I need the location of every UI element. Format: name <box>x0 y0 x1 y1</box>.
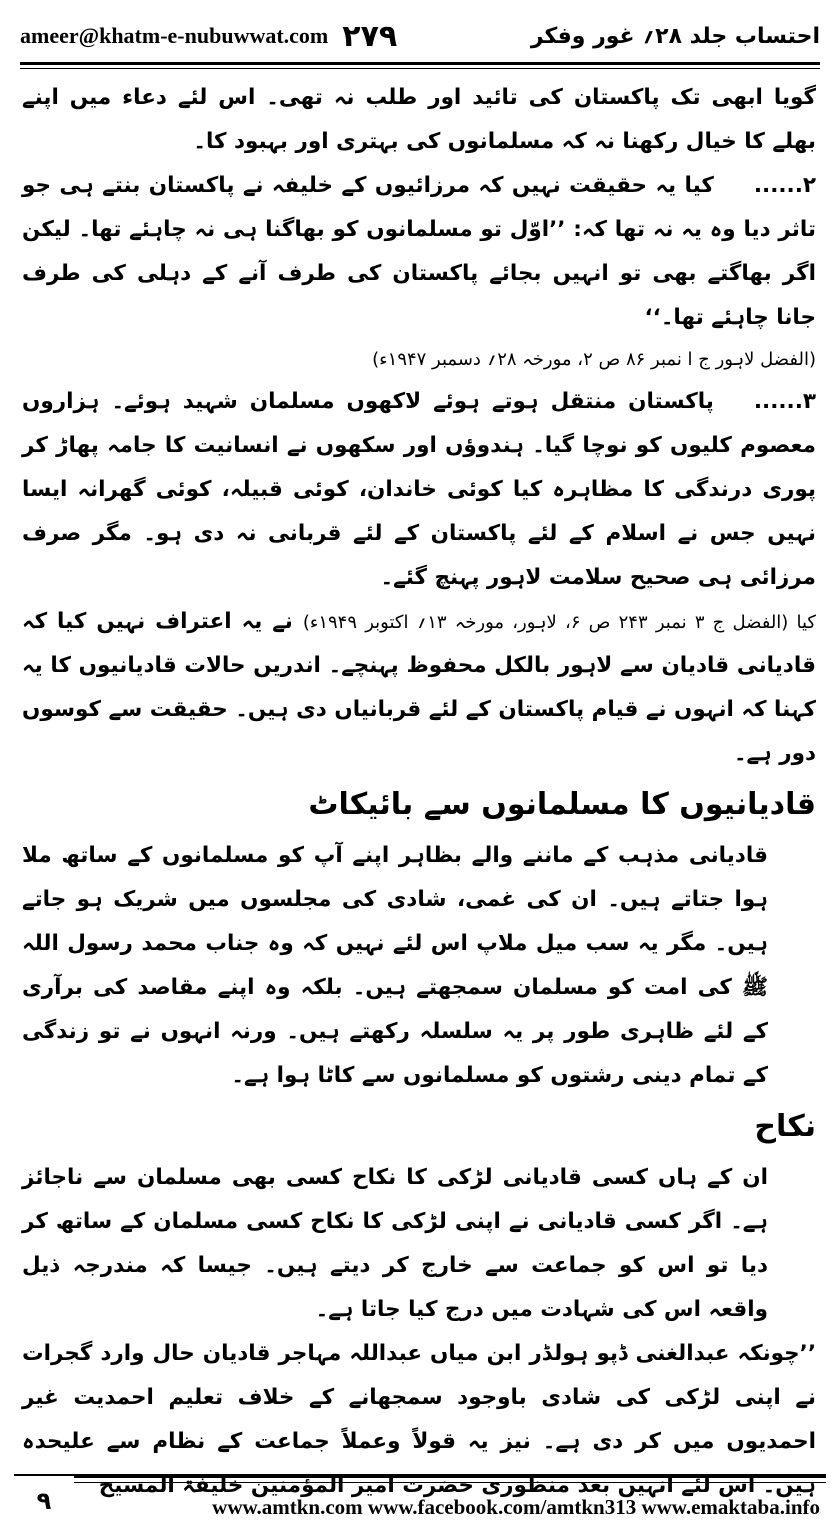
paragraph-2-text: کیا یہ حقیقت نہیں کہ مرزائیوں کے خلیفہ نے پاکستان بنتے ہی جو تاثر دیا وہ یہ نہ تھا کہ: ’’اوّل تو مسلمانوں کو بھاگنا ہی نہ چاہئے تھا۔ لیکن اگر بھاگتے بھی تو انہیں بجائے پاکستان کی طرف آنے کے دہلی کی طرف جانا چاہئے تھا۔‘‘ <box>22 173 816 330</box>
citation-2: کیا (الفضل ج ۳ نمبر ۲۴۳ ص ۶، لاہور، مورخہ ۱۳؍ اکتوبر ۱۹۴۹ء) <box>302 612 816 633</box>
paragraph-4-text: نے یہ اعتراف نہیں کیا کہ قادیانی قادیان سے لاہور بالکل محفوظ پہنچے۔ اندریں حالات قادیانیوں کا یہ کہنا کہ انہوں نے قیام پاکستان کے لئے قربانیاں دی ہیں۔ حقیقت سے کوسوں دور ہے۔ <box>22 609 816 766</box>
footer-page-number: ۹ <box>14 1474 74 1526</box>
item-number-2: ۲...... <box>753 173 816 198</box>
paragraph-3-text: پاکستان منتقل ہوتے ہوئے لاکھوں مسلمان شہید ہوئے۔ ہزاروں معصوم کلیوں کو نوچا گیا۔ ہندوؤں اور سکھوں نے انسانیت کا جامہ پھاڑ کر پوری درندگی کا مظاہرہ کیا کوئی خاندان، کوئی قبیلہ، کوئی گھرانہ ایسا نہیں جس نے اسلام کے لئے پاکستان کے لئے قربانی نہ دی ہو۔ مگر صرف مرزائی ہی صحیح سلامت لاہور پہنچ گئے۔ <box>22 389 816 590</box>
running-title: احتساب جلد ۲۸؍ غور وفکر <box>530 23 820 49</box>
footer-links[interactable]: www.amtkn.com www.facebook.com/amtkn313 www.emaktaba.info <box>212 1495 820 1519</box>
header-rule <box>20 62 820 65</box>
citation-1: (الفضل لاہور ج ا نمبر ۸۶ ص ۲، مورخہ ۲۸؍ دسمبر ۱۹۴۷ء) <box>372 349 816 370</box>
paragraph-2 <box>22 164 816 340</box>
footer-bar <box>74 1474 826 1526</box>
page-header <box>20 12 820 60</box>
paragraph-5: قادیانی مذہب کے ماننے والے بظاہر اپنے آپ کو مسلمانوں کے ساتھ ملا ہوا جتاتے ہیں۔ ان کی غمی، شادی کی مجلسوں میں شریک ہو جاتے ہیں۔ مگر یہ سب میل ملاپ اس لئے نہیں کہ وہ جناب محمد رسول اللہ ﷺ کی امت کو مسلمان سمجھتے ہیں۔ بلکہ وہ اپنے مقاصد کی برآری کے لئے ظاہری طور پر یہ سلسلہ رکھتے ہیں۔ ورنہ انہوں نے تو زندگی کے تمام دینی رشتوں کو مسلمانوں سے کاٹا ہوا ہے۔ <box>22 843 768 1088</box>
paragraph-3 <box>22 380 816 600</box>
item-number-3: ۳...... <box>753 389 816 414</box>
paragraph-4 <box>22 600 816 776</box>
header-rule-thin <box>20 68 820 69</box>
page-body <box>22 76 816 1498</box>
section-heading-boycott: قادیانیوں کا مسلمانوں سے بائیکاٹ <box>308 787 816 822</box>
header-page-number: ۲۷۹ <box>342 18 398 54</box>
header-left <box>20 19 397 54</box>
header-email[interactable]: ameer@khatm-e-nubuwwat.com <box>20 23 329 48</box>
section-heading-nikah: نکاح <box>754 1109 816 1144</box>
paragraph-1: گویا ابھی تک پاکستان کی تائید اور طلب نہ تھی۔ اس لئے دعاء میں اپنے بھلے کا خیال رکھنا نہ کہ مسلمانوں کی بہتری اور بہبود کا۔ <box>22 85 816 154</box>
paragraph-7-quote: ’’چونکہ عبدالغنی ڈپو ہولڈر ابن میاں عبداللہ مہاجر قادیان حال وارد گجرات نے اپنی لڑکی کی شادی باوجود سمجھانے کے خلاف تعلیم احمدیت غیر احمدیوں میں کر دی ہے۔ نیز یہ قولاً وعملاً جماعت کے نظام سے علیحدہ ہیں۔ اس لئے انہیں بعد منظوری حضرت امیر المؤمنین خلیفۃ المسیح <box>22 1341 816 1498</box>
paragraph-6: ان کے ہاں کسی قادیانی لڑکی کا نکاح کسی بھی مسلمان سے ناجائز ہے۔ اگر کسی قادیانی نے اپنی لڑکی کا نکاح کسی مسلمان کے ساتھ کر دیا تو اس کو جماعت سے خارج کر دیتے ہیں۔ جیسا کہ مندرجہ ذیل واقعہ اس کی شہادت میں درج کیا جاتا ہے۔ <box>22 1165 768 1322</box>
page-footer <box>14 1474 826 1526</box>
